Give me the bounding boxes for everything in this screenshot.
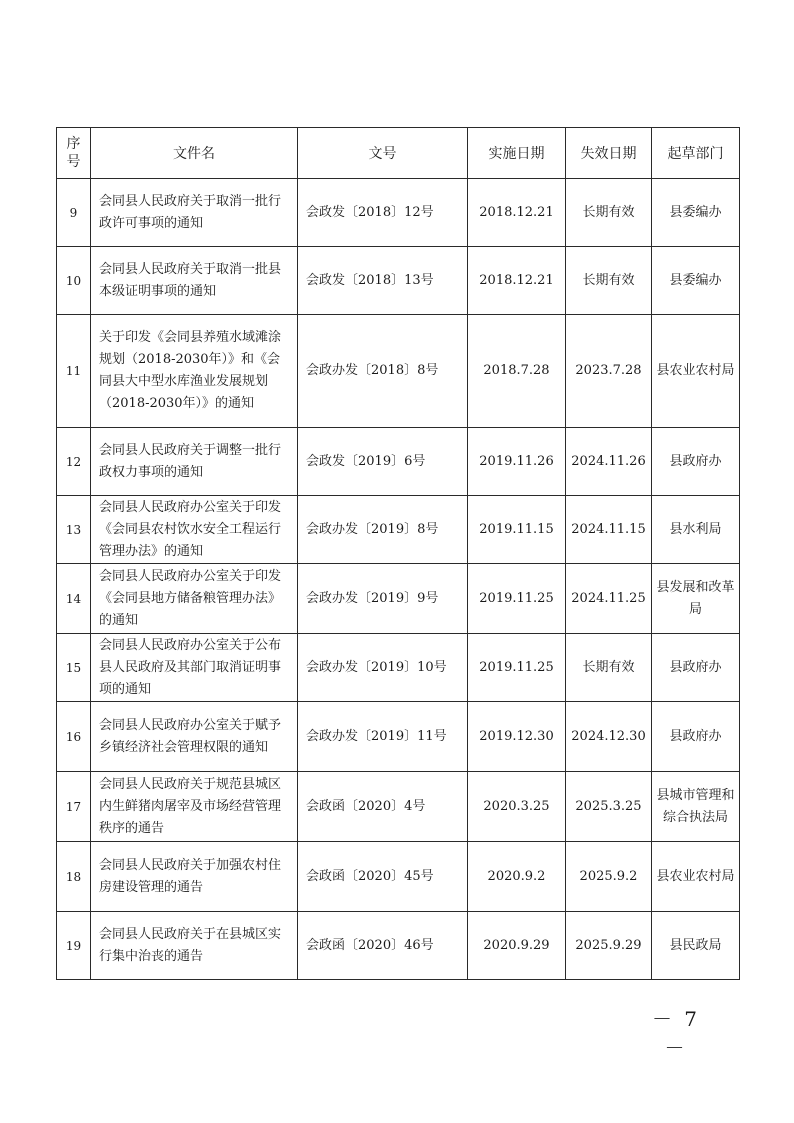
header-department: 起草部门	[652, 128, 740, 179]
cell-start-date: 2019.12.30	[468, 702, 566, 772]
table-row	[57, 912, 740, 980]
table-row	[57, 428, 740, 496]
cell-department: 县政府办	[652, 428, 740, 496]
cell-start-date: 2018.12.21	[468, 179, 566, 247]
table-row	[57, 247, 740, 315]
cell-doc-number: 会政办发〔2019〕11号	[298, 702, 468, 772]
cell-department: 县政府办	[652, 702, 740, 772]
table-body	[57, 179, 740, 980]
cell-doc-number: 会政办发〔2019〕10号	[298, 634, 468, 702]
cell-no: 14	[57, 564, 91, 634]
cell-name: 会同县人民政府关于取消一批县本级证明事项的通知	[91, 247, 298, 315]
cell-start-date: 2020.9.2	[468, 842, 566, 912]
cell-end-date: 2025.3.25	[566, 772, 652, 842]
cell-department: 县农业农村局	[652, 842, 740, 912]
cell-end-date: 2023.7.28	[566, 315, 652, 428]
cell-start-date: 2019.11.26	[468, 428, 566, 496]
cell-department: 县政府办	[652, 634, 740, 702]
header-doc-number: 文号	[298, 128, 468, 179]
cell-start-date: 2018.12.21	[468, 247, 566, 315]
cell-name: 关于印发《会同县养殖水域滩涂规划（2018-2030年）》和《会同县大中型水库渔业发展规划（2018-2030年）》的通知	[91, 315, 298, 428]
page-number: － 7 －	[651, 1007, 701, 1060]
header-end-date: 失效日期	[566, 128, 652, 179]
cell-name: 会同县人民政府办公室关于赋予乡镇经济社会管理权限的通知	[91, 702, 298, 772]
cell-no: 11	[57, 315, 91, 428]
cell-doc-number: 会政办发〔2018〕8号	[298, 315, 468, 428]
cell-end-date: 长期有效	[566, 179, 652, 247]
cell-no: 12	[57, 428, 91, 496]
cell-department: 县委编办	[652, 247, 740, 315]
cell-start-date: 2020.3.25	[468, 772, 566, 842]
cell-doc-number: 会政办发〔2019〕9号	[298, 564, 468, 634]
cell-name: 会同县人民政府关于在县城区实行集中治丧的通告	[91, 912, 298, 980]
cell-name: 会同县人民政府办公室关于印发《会同县地方储备粮管理办法》的通知	[91, 564, 298, 634]
cell-start-date: 2020.9.29	[468, 912, 566, 980]
header-no: 序号	[57, 128, 91, 179]
cell-doc-number: 会政发〔2018〕12号	[298, 179, 468, 247]
table-row	[57, 842, 740, 912]
cell-name: 会同县人民政府办公室关于公布县人民政府及其部门取消证明事项的通知	[91, 634, 298, 702]
cell-department: 县农业农村局	[652, 315, 740, 428]
cell-name: 会同县人民政府关于加强农村住房建设管理的通告	[91, 842, 298, 912]
table-row	[57, 702, 740, 772]
cell-end-date: 2025.9.2	[566, 842, 652, 912]
cell-department: 县民政局	[652, 912, 740, 980]
table-row	[57, 496, 740, 564]
cell-no: 10	[57, 247, 91, 315]
header-start-date: 实施日期	[468, 128, 566, 179]
cell-end-date: 2024.11.25	[566, 564, 652, 634]
cell-department: 县发展和改革局	[652, 564, 740, 634]
table-row	[57, 772, 740, 842]
cell-name: 会同县人民政府办公室关于印发《会同县农村饮水安全工程运行管理办法》的通知	[91, 496, 298, 564]
cell-start-date: 2019.11.25	[468, 634, 566, 702]
cell-end-date: 长期有效	[566, 247, 652, 315]
cell-name: 会同县人民政府关于调整一批行政权力事项的通知	[91, 428, 298, 496]
cell-no: 13	[57, 496, 91, 564]
table-row	[57, 634, 740, 702]
cell-doc-number: 会政函〔2020〕45号	[298, 842, 468, 912]
table-row	[57, 315, 740, 428]
cell-end-date: 2024.11.15	[566, 496, 652, 564]
cell-start-date: 2018.7.28	[468, 315, 566, 428]
cell-end-date: 2024.12.30	[566, 702, 652, 772]
cell-end-date: 2024.11.26	[566, 428, 652, 496]
cell-no: 16	[57, 702, 91, 772]
cell-doc-number: 会政函〔2020〕4号	[298, 772, 468, 842]
cell-name: 会同县人民政府关于规范县城区内生鲜猪肉屠宰及市场经营管理秩序的通告	[91, 772, 298, 842]
cell-no: 19	[57, 912, 91, 980]
cell-department: 县水利局	[652, 496, 740, 564]
cell-start-date: 2019.11.25	[468, 564, 566, 634]
cell-no: 9	[57, 179, 91, 247]
table-header-row	[57, 128, 740, 179]
cell-end-date: 长期有效	[566, 634, 652, 702]
table-row	[57, 179, 740, 247]
header-name: 文件名	[91, 128, 298, 179]
cell-no: 15	[57, 634, 91, 702]
cell-start-date: 2019.11.15	[468, 496, 566, 564]
cell-doc-number: 会政函〔2020〕46号	[298, 912, 468, 980]
cell-end-date: 2025.9.29	[566, 912, 652, 980]
cell-no: 18	[57, 842, 91, 912]
cell-doc-number: 会政办发〔2019〕8号	[298, 496, 468, 564]
cell-doc-number: 会政发〔2019〕6号	[298, 428, 468, 496]
cell-department: 县委编办	[652, 179, 740, 247]
cell-doc-number: 会政发〔2018〕13号	[298, 247, 468, 315]
cell-department: 县城市管理和综合执法局	[652, 772, 740, 842]
document-table	[56, 127, 740, 980]
table-row	[57, 564, 740, 634]
cell-name: 会同县人民政府关于取消一批行政许可事项的通知	[91, 179, 298, 247]
cell-no: 17	[57, 772, 91, 842]
